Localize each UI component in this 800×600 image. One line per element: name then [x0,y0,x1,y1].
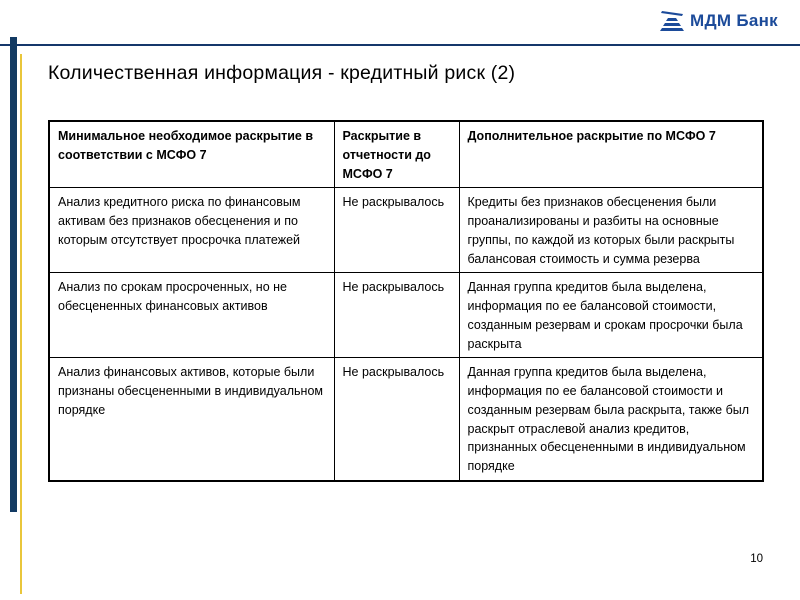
table-cell: Не раскрывалось [334,273,459,358]
table-cell: Данная группа кредитов была выделена, информация по ее балансовой стоимости и созданным резервам была раскрыта, также был раскрыт отраслевой анализ кредитов, признанных обесцененными в индивидуальном порядке [459,358,763,481]
header-pre-ifrs7-disclosure: Раскрытие в отчетности до МСФО 7 [334,121,459,188]
table-cell: Данная группа кредитов была выделена, информация по ее балансовой стоимости, созданным резервам и срокам просрочки была раскрыта [459,273,763,358]
table-cell: Не раскрывалось [334,188,459,273]
header-additional-disclosure: Дополнительное раскрытие по МСФО 7 [459,121,763,188]
header-divider [0,44,800,46]
table-cell: Не раскрывалось [334,358,459,481]
table-cell: Анализ по срокам просроченных, но не обесцененных финансовых активов [49,273,334,358]
logo-text: МДМ Банк [689,11,778,30]
table-cell: Анализ финансовых активов, которые были признаны обесцененными в индивидуальном порядке [49,358,334,481]
mdm-bank-logo [659,10,778,32]
page-title: Количественная информация - кредитный риск (2) [48,62,516,84]
header-minimum-disclosure: Минимальное необходимое раскрытие в соответствии с МСФО 7 [49,121,334,188]
table-row [49,188,763,273]
disclosure-table [48,120,764,482]
table-cell: Кредиты без признаков обесценения были проанализированы и разбиты на основные группы, по каждой из которых были раскрыты балансовая стоимость и сумма резерва [459,188,763,273]
table-row [49,358,763,481]
page-number: 10 [750,553,763,565]
table-cell: Анализ кредитного риска по финансовым активам без признаков обесценения и по которым отсутствует просрочка платежей [49,188,334,273]
left-accent-line [20,54,22,594]
table-header-row [49,121,763,188]
left-accent-bar [10,37,17,512]
table-row [49,273,763,358]
pyramid-bars-icon [659,10,685,32]
